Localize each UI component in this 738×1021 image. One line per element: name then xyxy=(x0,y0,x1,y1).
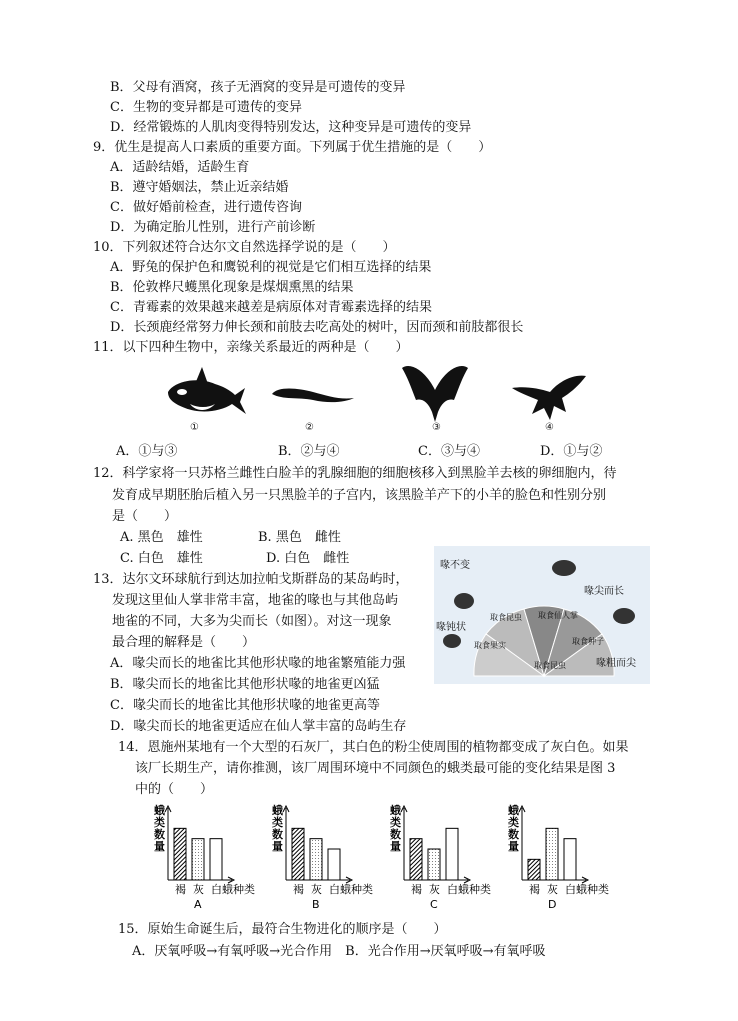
chart-ylabel-char: 量 xyxy=(390,840,401,853)
q10-option-a: A．野兔的保护色和鹰锐利的视觉是它们相互选择的结果 xyxy=(110,260,432,275)
chart-ylabel-char: 量 xyxy=(154,840,165,853)
q8-option-d: D．经常锻炼的人肌肉变得特别发达，这种变异是可遗传的变异 xyxy=(110,120,472,135)
q10-option-d: D．长颈鹿经常努力伸长颈和前肢去吃高处的树叶，因而颈和前肢都很长 xyxy=(110,320,524,335)
organism-label-1: ① xyxy=(190,422,199,433)
bat-image xyxy=(400,360,470,426)
chart-ylabel-char: 数 xyxy=(272,828,283,841)
sector-label-seeds: 取食种子 xyxy=(572,637,604,646)
q15-stem: 15．原始生命诞生后，最符合生物进化的顺序是（ ） xyxy=(118,922,447,937)
q10-option-b: B．伦敦桦尺蠖黑化现象是煤烟熏黑的结果 xyxy=(110,280,354,295)
bar-褐 xyxy=(292,828,304,880)
x-tick-label: 褐 xyxy=(293,883,304,896)
q13-stem-line2: 发现这里仙人掌非常丰富，地雀的喙也与其他岛屿 xyxy=(112,593,399,608)
bar-褐 xyxy=(174,828,186,880)
chart-xlabel: 蛾种类 xyxy=(222,883,255,896)
q13-stem-line4: 最合理的解释是（ ） xyxy=(112,635,256,650)
q13-option-a: A．喙尖而长的地雀比其他形状喙的地雀繁殖能力强 xyxy=(110,656,406,671)
chart-title: D xyxy=(548,898,557,910)
chart-title: C xyxy=(430,898,438,910)
bar-灰 xyxy=(310,839,322,880)
sector-label-insects: 取食昆虫 xyxy=(490,613,522,622)
q9-option-b: B．遵守婚姻法，禁止近亲结婚 xyxy=(110,180,289,195)
x-tick-label: 白 xyxy=(565,883,576,896)
x-tick-label: 灰 xyxy=(193,883,204,896)
chart-xlabel: 蛾种类 xyxy=(458,883,491,896)
q9-option-c: C．做好婚前检查，进行遗传咨询 xyxy=(110,200,302,215)
x-tick-label: 白 xyxy=(211,883,222,896)
chart-ylabel-char: 类 xyxy=(154,816,165,829)
q13-option-d: D．喙尖而长的地雀更适应在仙人掌丰富的岛屿生存 xyxy=(110,719,407,734)
moth-bar-charts xyxy=(140,800,620,910)
q12-stem-line3: 是（ ） xyxy=(112,509,178,524)
sector-label-insects-2: 取食昆虫 xyxy=(534,661,566,670)
chart-ylabel-char: 类 xyxy=(508,816,519,829)
bar-灰 xyxy=(428,849,440,880)
q11-option-d: D．①与② xyxy=(540,444,603,459)
q13-stem-line3: 地雀的不同，大多为尖而长（如图）。对这一现象 xyxy=(112,614,392,629)
beak-label-blunt: 喙钝状 xyxy=(436,622,466,633)
q12-stem-line1: 12．科学家将一只苏格兰雌性白脸羊的乳腺细胞的细胞核移入到黑脸羊去核的卵细胞内，待 xyxy=(93,466,617,481)
beak-label-thick-pointed: 喙粗而尖 xyxy=(596,658,636,669)
q11-stem: 11．以下四种生物中，亲缘关系最近的两种是（ ） xyxy=(93,340,409,355)
chart-xlabel: 蛾种类 xyxy=(576,883,609,896)
sector-label-fruit: 取食果实 xyxy=(474,641,506,650)
organism-label-3: ③ xyxy=(432,422,441,433)
q10-option-c: C．青霉素的效果越来越差是病原体对青霉素选择的结果 xyxy=(110,300,432,315)
chart-ylabel-char: 蛾 xyxy=(508,804,519,817)
eel-image xyxy=(268,380,358,410)
x-tick-label: 白 xyxy=(447,883,458,896)
q12-option-c: C. 白色 雄性 xyxy=(120,551,203,566)
q9-option-a: A．适龄结婚，适龄生育 xyxy=(110,160,250,175)
x-tick-label: 灰 xyxy=(311,883,322,896)
orca-image xyxy=(160,362,250,422)
q11-option-c: C．③与④ xyxy=(418,444,480,459)
chart-ylabel-char: 数 xyxy=(508,828,519,841)
q13-option-c: C．喙尖而长的地雀比其他形状喙的地雀更高等 xyxy=(110,698,380,713)
q13-option-b: B．喙尖而长的地雀比其他形状喙的地雀更凶猛 xyxy=(110,677,380,692)
x-tick-label: 褐 xyxy=(411,883,422,896)
bar-褐 xyxy=(528,859,540,880)
sector-label-cactus: 取食仙人掌 xyxy=(538,611,578,620)
finch-beak-figure xyxy=(434,546,650,684)
q10-stem: 10．下列叙述符合达尔文自然选择学说的是（ ） xyxy=(93,240,396,255)
chart-ylabel-char: 数 xyxy=(390,828,401,841)
chart-ylabel-char: 量 xyxy=(508,840,519,853)
organism-label-2: ② xyxy=(305,422,314,433)
bar-褐 xyxy=(410,839,422,880)
q14-stem-line2: 该厂长期生产，请你推测，该厂周围环境中不同颜色的蛾类最可能的变化结果是图 3 xyxy=(135,761,616,776)
chart-ylabel-char: 数 xyxy=(154,828,165,841)
q14-stem-line3: 中的（ ） xyxy=(135,782,214,797)
chart-ylabel-char: 类 xyxy=(390,816,401,829)
chart-ylabel-char: 蛾 xyxy=(154,804,165,817)
chart-ylabel-char: 蛾 xyxy=(390,804,401,817)
chart-title: B xyxy=(312,898,320,910)
chart-ylabel-char: 量 xyxy=(272,840,283,853)
q9-option-d: D．为确定胎儿性别，进行产前诊断 xyxy=(110,220,316,235)
q11-option-a: A．①与③ xyxy=(116,444,178,459)
x-tick-label: 白 xyxy=(329,883,340,896)
x-tick-label: 褐 xyxy=(529,883,540,896)
q14-stem-line1: 14．恩施州某地有一个大型的石灰厂，其白色的粉尘使周围的植物都变成了灰白色。如果 xyxy=(118,740,629,755)
organism-label-4: ④ xyxy=(545,422,554,433)
chart-title: A xyxy=(194,898,202,910)
bar-白 xyxy=(210,839,222,880)
q9-stem: 9．优生是提高人口素质的重要方面。下列属于优生措施的是（ ） xyxy=(93,140,492,155)
q15-options-ab: A．厌氧呼吸→有氧呼吸→光合作用 B．光合作用→厌氧呼吸→有氧呼吸 xyxy=(132,944,546,959)
chart-ylabel-char: 蛾 xyxy=(272,804,283,817)
bar-白 xyxy=(446,828,458,880)
x-tick-label: 褐 xyxy=(175,883,186,896)
beak-label-long-pointed: 喙尖而长 xyxy=(584,586,624,597)
q12-option-a: A. 黑色 雄性 xyxy=(120,530,203,545)
eagle-image xyxy=(510,370,590,425)
q12-stem-line2: 发育成早期胚胎后植入另一只黑脸羊的子宫内，该黑脸羊产下的小羊的脸色和性别分别 xyxy=(112,488,607,503)
bar-白 xyxy=(564,839,576,880)
bar-灰 xyxy=(192,839,204,880)
q13-stem-line1: 13．达尔文环球航行到达加拉帕戈斯群岛的某岛屿时， xyxy=(93,572,409,587)
q12-option-d: D. 白色 雌性 xyxy=(266,551,350,566)
q12-option-b: B. 黑色 雌性 xyxy=(258,530,341,545)
x-tick-label: 灰 xyxy=(429,883,440,896)
q8-option-c: C．生物的变异都是可遗传的变异 xyxy=(110,100,302,115)
beak-label-unchanged: 喙不变 xyxy=(440,560,470,571)
q11-option-b: B．②与④ xyxy=(278,444,340,459)
x-tick-label: 灰 xyxy=(547,883,558,896)
chart-xlabel: 蛾种类 xyxy=(340,883,373,896)
q8-option-b: B．父母有酒窝，孩子无酒窝的变异是可遗传的变异 xyxy=(110,80,406,95)
bar-白 xyxy=(328,849,340,880)
chart-ylabel-char: 类 xyxy=(272,816,283,829)
bar-灰 xyxy=(546,828,558,880)
